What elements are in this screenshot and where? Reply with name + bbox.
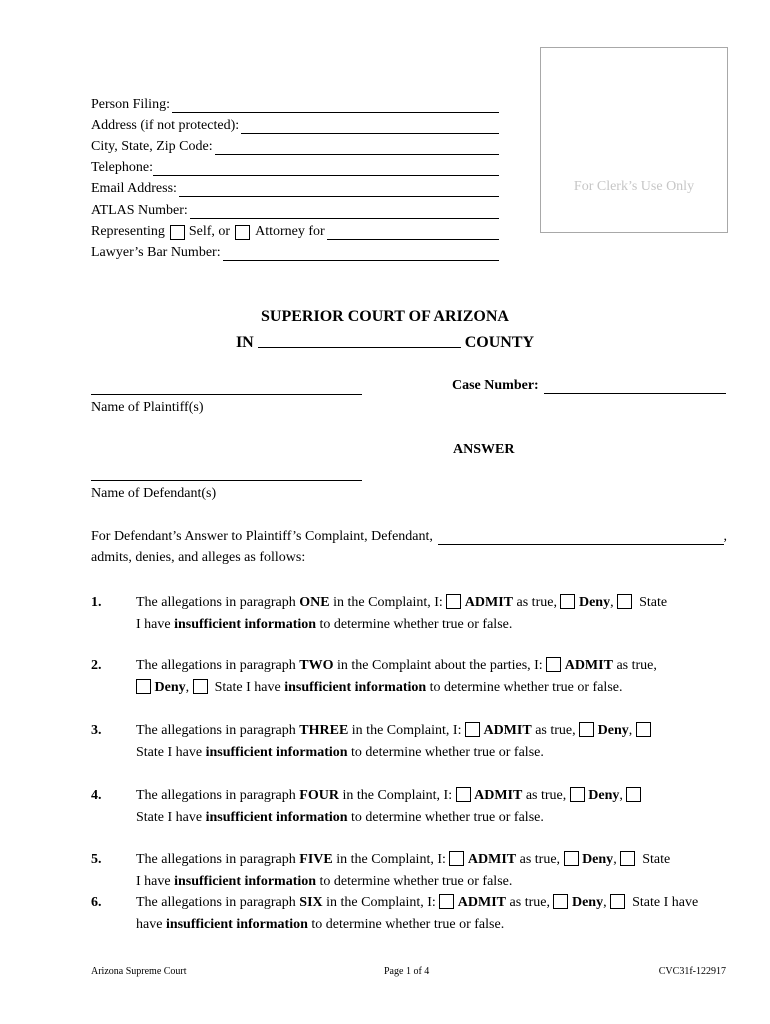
email-field[interactable] xyxy=(179,182,499,197)
paragraph-text: The allegations in paragraph FOUR in the Complaint, I: ADMIT as true, Deny, State I have insufficient information to determine whether true or false. xyxy=(136,785,726,828)
court-title: SUPERIOR COURT OF ARIZONA xyxy=(261,308,509,325)
deny-checkbox[interactable] xyxy=(560,594,575,609)
representing-label: Representing xyxy=(91,224,165,239)
address-field[interactable] xyxy=(241,119,499,134)
defendant-line[interactable] xyxy=(91,480,362,481)
paragraph-text: The allegations in paragraph TWO in the Complaint about the parties, I: ADMIT as true, Deny, State I have insufficient information to determine whether true or false. xyxy=(136,658,657,695)
insufficient-checkbox[interactable] xyxy=(620,851,635,866)
person-filing-field[interactable] xyxy=(172,98,499,113)
email-label: Email Address: xyxy=(91,181,177,196)
defendant-name-field[interactable] xyxy=(438,530,724,545)
city-label: City, State, Zip Code: xyxy=(91,139,213,154)
address-row xyxy=(91,113,499,134)
paragraph-text: The allegations in paragraph THREE in the Complaint, I: ADMIT as true, Deny, State I have insufficient information to determine whether true or false. xyxy=(136,720,726,763)
representing-row xyxy=(91,219,499,240)
admit-checkbox[interactable] xyxy=(439,894,454,909)
case-number-field[interactable] xyxy=(544,379,726,394)
atlas-row xyxy=(91,198,499,219)
paragraph-number: 5. xyxy=(91,852,102,867)
county-in-label: IN xyxy=(235,334,254,351)
insufficient-checkbox[interactable] xyxy=(193,679,208,694)
person-filing-row xyxy=(91,92,499,113)
plaintiff-label: Name of Plaintiff(s) xyxy=(91,400,204,415)
paragraph-text: The allegations in paragraph ONE in the Complaint, I: ADMIT as true, Deny, State I have insufficient information to determine whether true or false. xyxy=(136,595,668,632)
footer-court: Arizona Supreme Court xyxy=(91,966,187,977)
bar-number-row xyxy=(91,240,499,261)
defendant-label: Name of Defendant(s) xyxy=(91,486,217,501)
case-number-label: Case Number: xyxy=(452,378,539,393)
deny-checkbox[interactable] xyxy=(579,722,594,737)
self-checkbox[interactable] xyxy=(170,225,185,240)
intro-line-1 xyxy=(91,529,727,545)
attorney-for-field[interactable] xyxy=(327,225,499,240)
clerk-use-box xyxy=(540,47,728,233)
email-row xyxy=(91,176,499,197)
bar-number-label: Lawyer’s Bar Number: xyxy=(91,245,221,260)
person-filing-label: Person Filing: xyxy=(91,97,170,112)
attorney-for-label: Attorney for xyxy=(255,224,325,239)
insufficient-checkbox[interactable] xyxy=(636,722,651,737)
insufficient-checkbox[interactable] xyxy=(610,894,625,909)
admit-checkbox[interactable] xyxy=(449,851,464,866)
county-label: COUNTY xyxy=(464,334,535,351)
admit-checkbox[interactable] xyxy=(446,594,461,609)
paragraph-number: 2. xyxy=(91,658,102,673)
address-label: Address (if not protected): xyxy=(91,118,240,133)
footer-form-code: CVC31f-122917 xyxy=(658,966,726,977)
bar-number-field[interactable] xyxy=(223,246,499,261)
admit-checkbox[interactable] xyxy=(456,787,471,802)
city-field[interactable] xyxy=(215,140,499,155)
atlas-label: ATLAS Number: xyxy=(91,203,188,218)
plaintiff-line[interactable] xyxy=(91,394,362,395)
atlas-field[interactable] xyxy=(190,204,499,219)
intro-comma: , xyxy=(723,529,727,544)
paragraph-number: 4. xyxy=(91,788,102,803)
deny-checkbox[interactable] xyxy=(570,787,585,802)
insufficient-checkbox[interactable] xyxy=(626,787,641,802)
admit-checkbox[interactable] xyxy=(546,657,561,672)
intro-text-2: admits, denies, and alleges as follows: xyxy=(91,550,306,565)
deny-checkbox[interactable] xyxy=(564,851,579,866)
county-line xyxy=(0,333,770,352)
attorney-checkbox[interactable] xyxy=(235,225,250,240)
deny-checkbox[interactable] xyxy=(553,894,568,909)
paragraph-number: 3. xyxy=(91,723,102,738)
telephone-field[interactable] xyxy=(153,161,499,176)
paragraph-number: 6. xyxy=(91,895,102,910)
intro-text-1: For Defendant’s Answer to Plaintiff’s Complaint, Defendant, xyxy=(91,529,433,544)
city-row xyxy=(91,134,499,155)
deny-checkbox[interactable] xyxy=(136,679,151,694)
telephone-row xyxy=(91,155,499,176)
paragraph-text: The allegations in paragraph SIX in the Complaint, I: ADMIT as true, Deny, State I have have insufficient information to determine whether true or false. xyxy=(136,895,699,932)
telephone-label: Telephone: xyxy=(91,160,153,175)
insufficient-checkbox[interactable] xyxy=(617,594,632,609)
case-number-row xyxy=(452,378,726,394)
footer-page-number: Page 1 of 4 xyxy=(384,966,430,977)
paragraph-text: The allegations in paragraph FIVE in the Complaint, I: ADMIT as true, Deny, State I have insufficient information to determine whether true or false. xyxy=(136,852,671,889)
county-field[interactable] xyxy=(258,333,461,348)
answer-title: ANSWER xyxy=(453,442,515,457)
admit-checkbox[interactable] xyxy=(465,722,480,737)
self-label: Self, or xyxy=(188,224,231,239)
clerk-use-label: For Clerk’s Use Only xyxy=(573,179,695,194)
paragraph-number: 1. xyxy=(91,595,102,610)
